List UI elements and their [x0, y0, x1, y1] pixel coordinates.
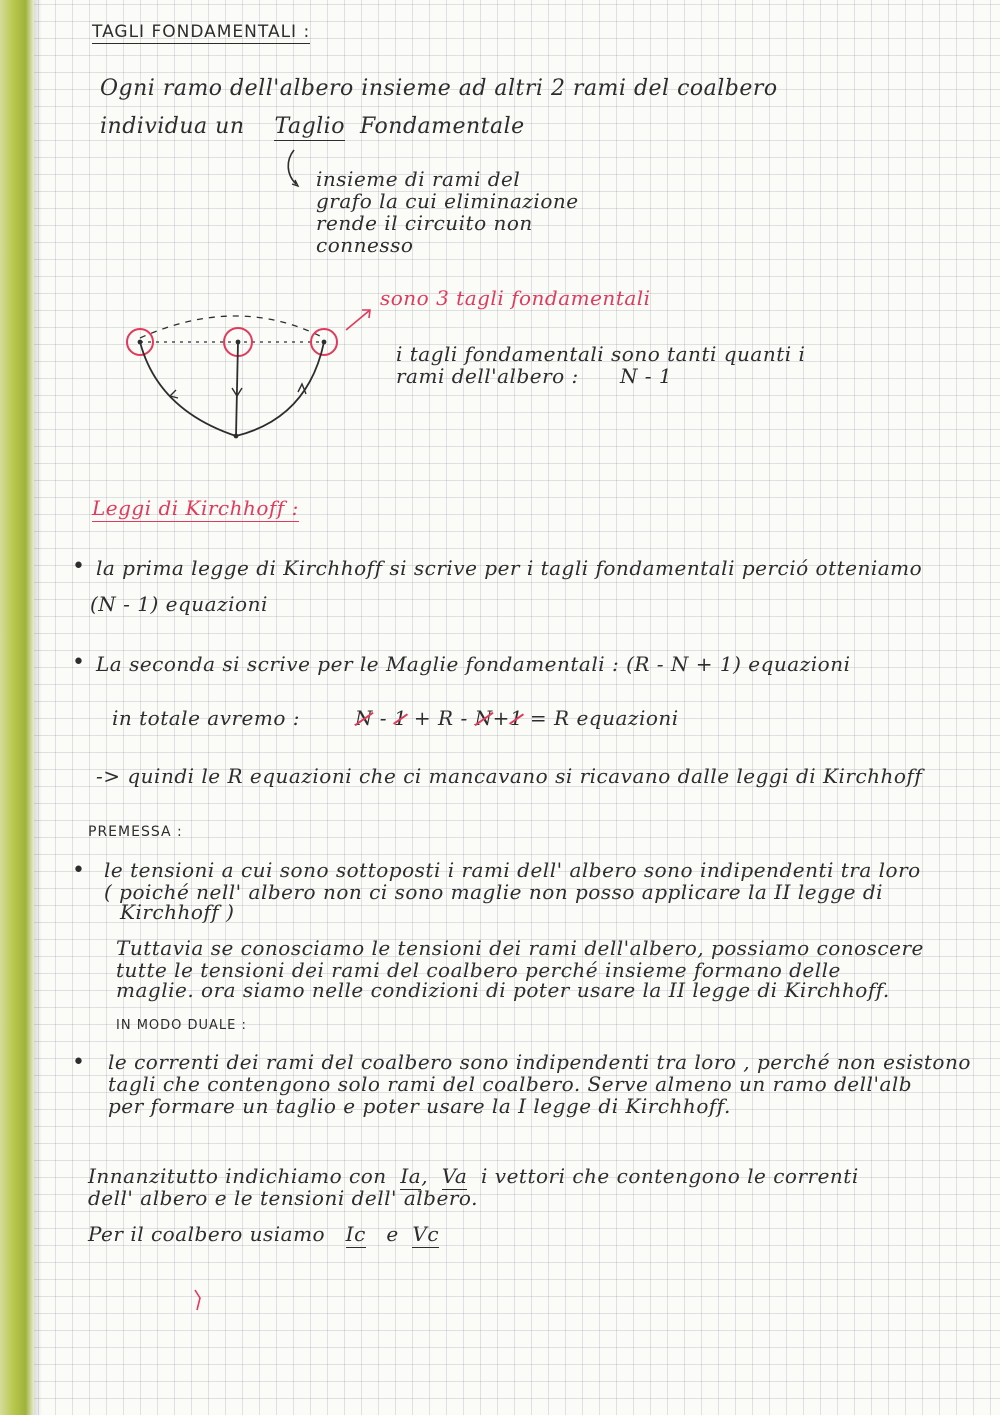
premessa-line-1: le tensioni a cui sono sottoposti i rami dell' albero sono indipendenti tra loro: [104, 858, 921, 882]
duale-line-1: le correnti dei rami del coalbero sono indipendenti tra loro , perché non esistono: [108, 1050, 971, 1074]
binding-shadow: [34, 0, 42, 1415]
intro-line-1: Ogni ramo dell'albero insieme ad altri 2 rami del coalbero: [100, 76, 778, 101]
notebook-binding: [0, 0, 34, 1415]
graph-diagram: [118, 300, 358, 450]
vectors-prefix: Innanzitutto indichiamo con: [88, 1164, 387, 1188]
arrow-left-icon: [170, 390, 178, 398]
total-plus: +: [492, 706, 510, 730]
intro-suffix: Fondamentale: [359, 114, 525, 139]
struck-one-a: 1: [393, 706, 408, 730]
bullet-4: •: [72, 1050, 85, 1075]
vectors-line-1: [88, 1164, 859, 1188]
vector-and: e: [386, 1222, 399, 1246]
note-arrow-icon: [342, 304, 376, 334]
definition-line-1: insieme di rami del: [316, 167, 521, 191]
law-first-line-1: la prima legge di Kirchhoff si scrive per i tagli fondamentali perció otteniamo: [96, 556, 923, 580]
duale-line-3: per formare un taglio e poter usare la I legge di Kirchhoff.: [108, 1094, 731, 1118]
struck-N: N: [354, 706, 373, 730]
bullet-2: •: [72, 650, 85, 675]
coalbero-arc: [140, 316, 324, 338]
intro-prefix: individua un: [100, 114, 245, 139]
vectors-coalbero: Per il coalbero usiamo: [88, 1222, 326, 1246]
figure-note: sono 3 tagli fondamentali: [380, 286, 651, 310]
rule-line-2: [396, 364, 672, 388]
premessa-line-2: ( poiché nell' albero non ci sono maglie non posso applicare la II legge di: [104, 880, 884, 904]
definition-line-2: grafo la cui eliminazione: [316, 189, 579, 213]
total-minus: -: [379, 706, 394, 730]
total-suffix: = R equazioni: [523, 706, 679, 730]
definition-line-3: rende il circuito non: [316, 211, 533, 235]
premessa-para-1: Tuttavia se conosciamo le tensioni dei rami dell'albero, possiamo conoscere: [116, 936, 924, 960]
tree-branch-left: [140, 342, 236, 436]
vectors-line-3: [88, 1222, 439, 1246]
rule-text: rami dell'albero :: [396, 364, 579, 388]
vector-Ia: Ia: [400, 1164, 422, 1188]
struck-one-b: 1: [509, 706, 524, 730]
intro-line-2: [100, 114, 525, 139]
page-heading: TAGLI FONDAMENTALI :: [92, 22, 311, 42]
vector-Va: Va: [441, 1164, 468, 1188]
law-second: La seconda si scrive per le Maglie fondamentali : (R - N + 1) equazioni: [96, 652, 851, 676]
premessa-heading: PREMESSA :: [88, 824, 183, 840]
definition-block: [316, 168, 579, 256]
premessa-para-2: tutte le tensioni dei rami del coalbero perché insieme formano delle: [116, 958, 841, 982]
total-line: [112, 706, 679, 730]
vector-comma: ,: [421, 1164, 429, 1188]
stray-red-mark: [192, 1288, 206, 1314]
definition-line-4: connesso: [316, 233, 414, 257]
duale-heading: IN MODO DUALE :: [116, 1018, 247, 1033]
laws-conclusion: -> quindi le R equazioni che ci mancavano si ricavano dalle leggi di Kirchhoff: [96, 764, 923, 788]
total-prefix: in totale avremo :: [112, 706, 300, 730]
vector-Vc: Vc: [412, 1222, 440, 1246]
vectors-suffix: i vettori che contengono le correnti: [481, 1164, 859, 1188]
premessa-line-3: Kirchhoff ): [120, 900, 235, 924]
vectors-line-2: dell' albero e le tensioni dell' albero.: [88, 1186, 478, 1210]
bullet-1: •: [72, 554, 85, 579]
total-mid: + R -: [407, 706, 475, 730]
laws-heading: Leggi di Kirchhoff :: [92, 496, 299, 520]
vector-Ic: Ic: [345, 1222, 366, 1246]
struck-N2: N: [474, 706, 493, 730]
duale-line-2: tagli che contengono solo rami del coalbero. Serve almeno un ramo dell'alb: [108, 1072, 913, 1096]
rule-formula: N - 1: [619, 364, 673, 388]
tree-branch-right: [236, 342, 324, 436]
premessa-para-3: maglie. ora siamo nelle condizioni di poter usare la II legge di Kirchhoff.: [116, 978, 890, 1002]
taglio-term: Taglio: [274, 114, 345, 139]
rule-line-1: i tagli fondamentali sono tanti quanti i: [396, 342, 806, 366]
bullet-3: •: [72, 858, 85, 883]
definition-arrow-icon: [282, 148, 312, 192]
law-first-line-2: (N - 1) equazioni: [90, 592, 268, 616]
